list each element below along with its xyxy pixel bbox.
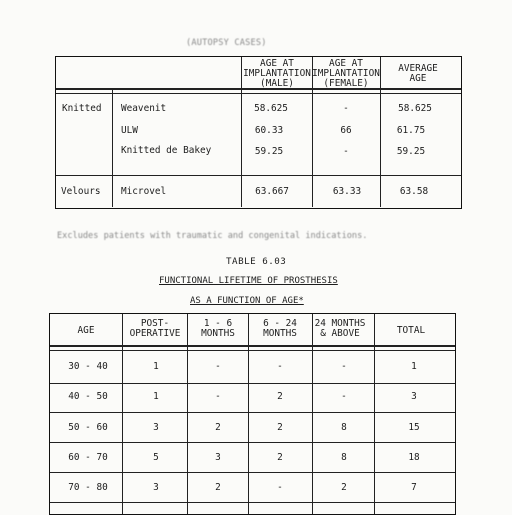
table-cell: 3 — [411, 391, 417, 402]
table-cell: 2 — [277, 452, 283, 463]
table-divider — [380, 57, 381, 207]
prosthesis-name: Knitted de Bakey — [121, 145, 212, 156]
table-cell: - — [341, 391, 347, 402]
header-1-6-months: 1 - 6 MONTHS — [201, 318, 235, 339]
table-title: FUNCTIONAL LIFETIME OF PROSTHESIS — [159, 276, 338, 286]
table-divider — [122, 314, 123, 514]
table-divider — [248, 314, 249, 514]
table-cell: 2 — [277, 391, 283, 402]
header-average: AVERAGE AGE — [398, 63, 438, 84]
table-cell: 2 — [341, 482, 347, 493]
table-divider — [50, 350, 455, 351]
average-age: 59.25 — [396, 146, 426, 157]
footnote: Excludes patients with traumatic and congenital indications. — [57, 231, 368, 241]
prosthesis-name: Microvel — [121, 186, 167, 197]
table-subtitle: AS A FUNCTION OF AGE* — [190, 296, 304, 306]
female-age: 63.33 — [332, 186, 362, 197]
age-at-implantation-table — [55, 56, 462, 209]
table-cell: 3 — [153, 482, 159, 493]
age-range: 60 - 70 — [68, 452, 108, 463]
table-cell: 3 — [215, 452, 221, 463]
table-divider — [50, 502, 455, 503]
age-range: 40 - 50 — [68, 391, 108, 402]
table-divider — [50, 345, 455, 347]
table-cell: 1 — [153, 391, 159, 402]
age-range: 50 - 60 — [68, 422, 108, 433]
male-age: 58.625 — [254, 103, 288, 114]
table-divider — [241, 57, 242, 207]
table-divider — [56, 93, 461, 94]
average-age: 61.75 — [396, 125, 426, 136]
table-divider — [50, 472, 455, 473]
female-age: 66 — [340, 125, 352, 136]
table-caption: (AUTOPSY CASES) — [186, 38, 267, 48]
table-cell: 18 — [408, 452, 420, 463]
table-divider — [56, 175, 461, 176]
table-divider — [187, 314, 188, 514]
header-female: AGE AT IMPLANTATION (FEMALE) — [312, 58, 380, 89]
prosthesis-name: ULW — [121, 125, 138, 136]
header-24-months-above: 24 MONTHS & ABOVE — [314, 318, 366, 339]
table-number: TABLE 6.03 — [226, 256, 287, 267]
table-cell: 3 — [153, 422, 159, 433]
average-age: 63.58 — [399, 186, 429, 197]
table-cell: 2 — [215, 482, 221, 493]
age-range: 30 - 40 — [68, 361, 108, 372]
prosthesis-name: Weavenit — [121, 103, 167, 114]
category-label: Knitted — [62, 103, 102, 114]
table-cell: - — [215, 391, 221, 402]
table-divider — [50, 412, 455, 413]
table-cell: 2 — [277, 422, 283, 433]
table-cell: 1 — [411, 361, 417, 372]
header-6-24-months: 6 - 24 MONTHS — [263, 318, 297, 339]
table-cell: - — [341, 361, 347, 372]
table-cell: 8 — [341, 452, 347, 463]
table-cell: - — [277, 482, 283, 493]
table-cell: 15 — [408, 422, 420, 433]
header-age: AGE — [77, 325, 95, 336]
table-divider — [50, 442, 455, 443]
table-divider — [312, 314, 313, 514]
table-cell: 5 — [153, 452, 159, 463]
female-age: - — [343, 103, 349, 114]
category-label: Velours — [61, 186, 101, 197]
table-cell: 1 — [153, 361, 159, 372]
table-divider — [50, 383, 455, 384]
table-cell: 8 — [341, 422, 347, 433]
functional-lifetime-table — [49, 313, 456, 515]
male-age: 63.667 — [255, 186, 289, 197]
male-age: 60.33 — [254, 125, 284, 136]
table-cell: 2 — [215, 422, 221, 433]
table-cell: - — [215, 361, 221, 372]
header-total: TOTAL — [396, 325, 426, 336]
header-postoperative: POST- OPERATIVE — [129, 318, 181, 339]
average-age: 58.625 — [398, 103, 432, 114]
age-range: 70 - 80 — [68, 482, 108, 493]
male-age: 59.25 — [254, 146, 284, 157]
table-cell: - — [277, 361, 283, 372]
table-divider — [112, 89, 113, 207]
female-age: - — [343, 146, 349, 157]
table-cell: 7 — [411, 482, 417, 493]
header-male: AGE AT IMPLANTATION (MALE) — [243, 58, 311, 89]
table-divider — [374, 314, 375, 514]
